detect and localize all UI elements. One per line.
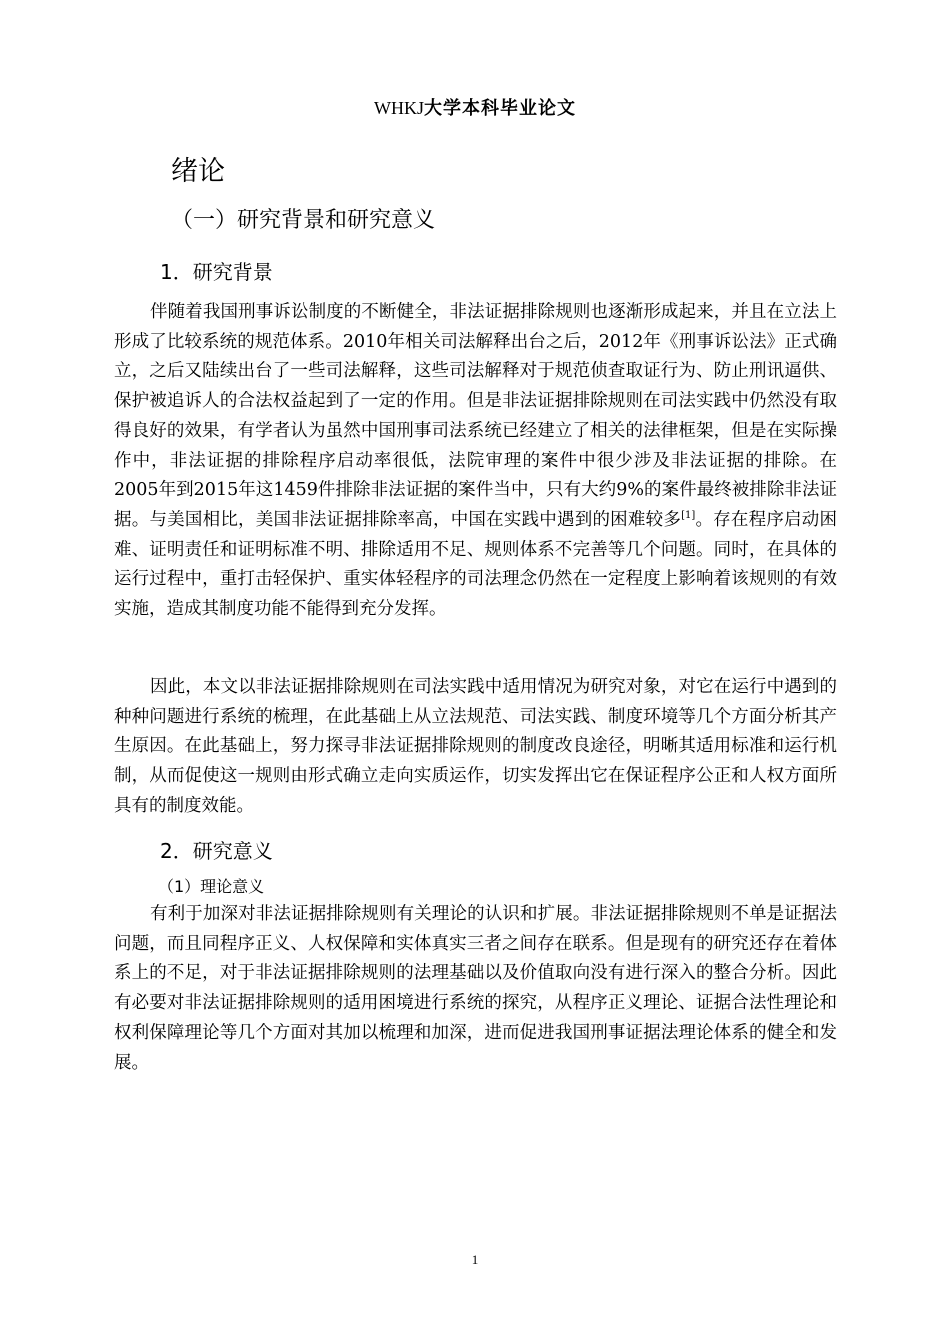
paragraph-background-1 [114, 298, 837, 625]
header-thesis-label: 大学本科毕业论文 [424, 98, 576, 119]
subsubsection-title-theory: （1）理论意义 [158, 877, 265, 896]
paragraph-text: 伴随着我国刑事诉讼制度的不断健全，非法证据排除规则也逐渐形成起来，并且在立法上形成了比较系统的规范体系。2010年相关司法解释出台之后，2012年《刑事诉讼法》正式确立，之后又陆续出台了一些司法解释，这些司法解释对于规范侦查取证行为、防止刑讯逼供、保护被追诉人的合法权益起到了一定的作用。但是非法证据排除规则在司法实践中仍然没有取得良好的效果，有学者认为虽然中国刑事司法系统已经建立了相关的法律框架，但是在实际操作中，非法证据的排除程序启动率很低，法院审理的案件中很少涉及非法证据的排除。在2005年到2015年这1459件排除非法证据的案件当中，只有大约9%的案件最终被排除非法证据。与美国相比，美国非法证据排除率高，中国在实践中遇到的困难较多 [114, 302, 837, 530]
paragraph-theory: 有利于加深对非法证据排除规则有关理论的认识和扩展。非法证据排除规则不单是证据法问题，而且同程序正义、人权保障和实体真实三者之间存在联系。但是现有的研究还存在着体系上的不足，对于非法证据排除规则的法理基础以及价值取向没有进行深入的整合分析。因此有必要对非法证据排除规则的适用困境进行系统的探究，从程序正义理论、证据合法性理论和权利保障理论等几个方面对其加以梳理和加深，进而促进我国刑事证据法理论体系的健全和发展。 [114, 904, 837, 1073]
paragraph-text: 。存在程序启动困难、证明责任和证明标准不明、排除适用不足、规则体系不完善等几个问题。同时，在具体的运行过程中，重打击轻保护、重实体轻程序的司法理念仍然在一定程度上影响着该规则的有效实施，造成其制度功能不能得到充分发挥。 [114, 509, 837, 620]
subsection-title-significance: 2．研究意义 [160, 839, 273, 863]
page-number: 1 [471, 1252, 479, 1267]
paragraph-background-2: 因此，本文以非法证据排除规则在司法实践中适用情况为研究对象，对它在运行中遇到的种种问题进行系统的梳理，在此基础上从立法规范、司法实践、制度环境等几个方面分析其产生原因。在此基础上，努力探寻非法证据排除规则的制度改良途径，明晰其适用标准和运行机制，从而促使这一规则由形式确立走向实质运作，切实发挥出它在保证程序公正和人权方面所具有的制度效能。 [114, 677, 837, 816]
section-title: （一）研究背景和研究意义 [171, 208, 436, 233]
header-university-code: WHKJ [374, 98, 424, 118]
citation-ref: [1] [681, 510, 696, 522]
running-header [0, 96, 950, 121]
subsection-title-background: 1．研究背景 [160, 260, 273, 284]
chapter-title: 绪论 [171, 156, 225, 187]
